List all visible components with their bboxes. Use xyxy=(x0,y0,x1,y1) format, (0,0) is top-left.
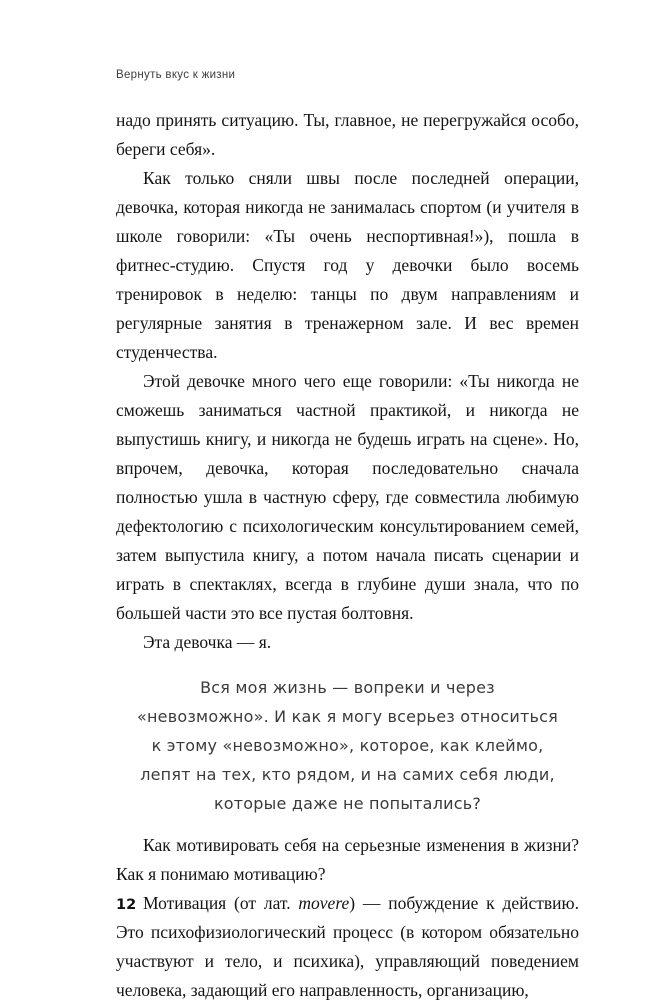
paragraph: Эта девочка — я. xyxy=(143,632,272,652)
page-number: 12 xyxy=(116,897,137,913)
running-header: Вернуть вкус к жизни xyxy=(116,69,236,81)
pull-quote-line: «невозможно». И как я могу всерьез относиться xyxy=(137,707,558,726)
pull-quote-line: лепят на тех, кто рядом, и на самих себя люди, xyxy=(140,765,555,784)
paragraph-text: ) — побуждение к действию. Это психофизиологический процесс (в котором обязательно участвуют и тело, и психика), управляющий поведением человека, задающий его направленность, организацию, xyxy=(116,893,579,1000)
latin-term: movere xyxy=(298,893,350,913)
pull-quote-line: которые даже не попытались? xyxy=(213,794,482,813)
paragraph: Как только сняли швы после последней операции, девочка, которая никогда не занималась спортом (и учителя в школе говорили: «Ты очень неспортивная!»), пошла в фитнес-студию. Спустя год у девочки было восемь тренировок в неделю: танцы по двум направлениям и регулярные занятия в тренажерном зале. И вес времен студенчества. xyxy=(116,168,579,362)
paragraph xyxy=(116,889,579,1001)
pull-quote-line: Вся моя жизнь — вопреки и через xyxy=(200,678,495,697)
text-block xyxy=(116,106,579,1001)
paragraph: Как мотивировать себя на серьезные изменения в жизни? Как я понимаю мотивацию? xyxy=(116,835,579,884)
paragraph: Этой девочке много чего еще говорили: «Ты никогда не сможешь заниматься частной практикой, и никогда не выпустишь книгу, и никогда не будешь играть на сцене». Но, впрочем, девочка, которая последовательно сначала полностью ушла в частную сферу, где совместила любимую дефектологию с психологическим консультированием семей, затем выпустила книгу, а потом начала писать сценарии и играть в спектаклях, всегда в глубине души знала, что по большей части это все пустая болтовня. xyxy=(116,371,579,623)
paragraph-continuation: надо принять ситуацию. Ты, главное, не перегружайся особо, береги себя». xyxy=(116,110,579,159)
paragraph-text: Мотивация (от лат. xyxy=(143,893,299,913)
pull-quote-line: к этому «невозможно», которое, как клеймо, xyxy=(151,736,544,755)
pull-quote xyxy=(116,673,579,818)
